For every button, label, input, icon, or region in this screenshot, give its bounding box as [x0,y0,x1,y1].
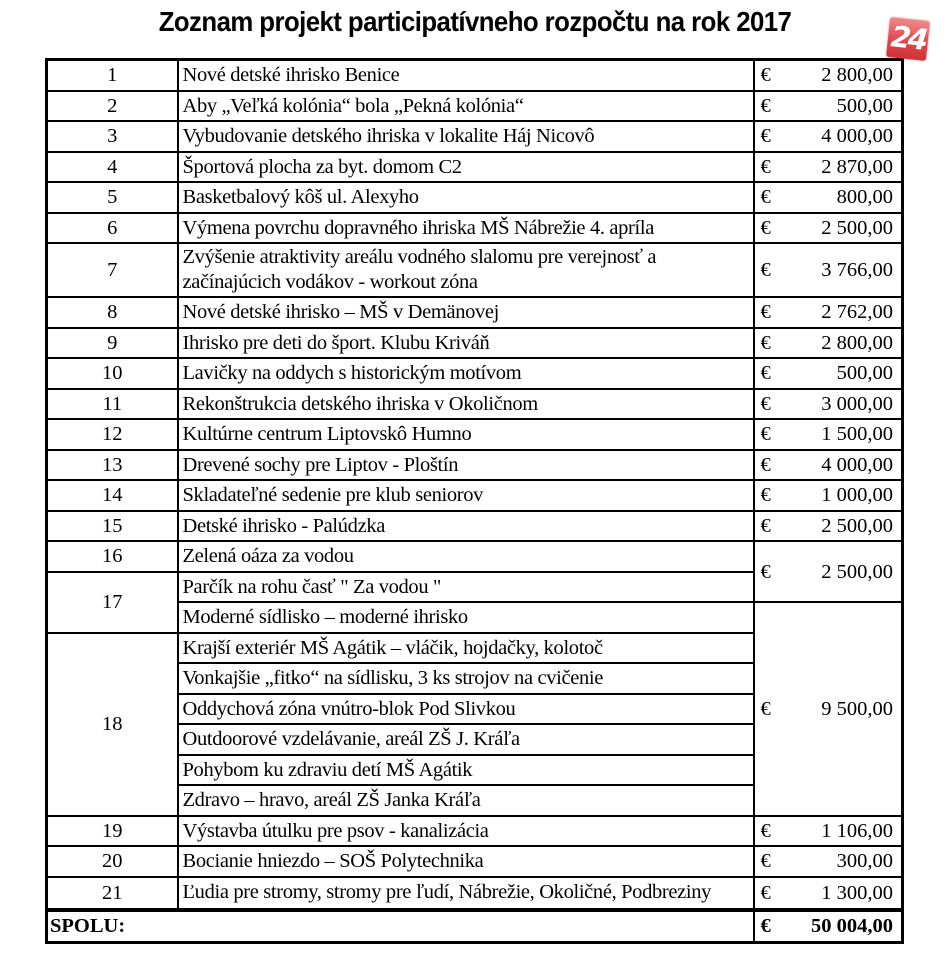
total-row [47,910,903,942]
euro-symbol: € [760,362,771,385]
project-description: Vybudovanie detského ihriska v lokalite Háj Nicovô [178,121,754,152]
euro-symbol: € [760,453,771,476]
table-row [47,846,903,877]
amount-value: 500,00 [836,94,893,117]
project-number: 18 [47,633,178,816]
project-description: Športová plocha za byt. domom C2 [178,152,754,183]
amount-value: 1 000,00 [821,484,893,507]
euro-symbol: € [760,560,771,583]
project-number: 3 [47,121,178,152]
project-amount [754,182,903,213]
news-24-logo-icon: 24 [886,17,930,61]
project-description: Detské ihrisko - Palúdzka [178,511,754,542]
amount-value: 1 300,00 [821,881,893,904]
table-row [47,816,903,847]
amount-value: 4 000,00 [821,453,893,476]
euro-symbol: € [760,64,771,87]
amount-value: 2 500,00 [821,216,893,239]
project-description: Ľudia pre stromy, stromy pre ľudí, Nábrežie, Okoličné, Podbreziny [178,877,754,911]
project-amount [754,91,903,122]
euro-symbol: € [760,94,771,117]
project-description: Vonkajšie „fitko“ na sídlisku, 3 ks strojov na cvičenie [178,663,754,694]
project-number: 2 [47,91,178,122]
table-row [47,480,903,511]
project-description: Zelená oáza za vodou [178,541,754,572]
euro-symbol: € [760,186,771,209]
project-amount [754,480,903,511]
project-description: Lavičky na oddych s historickým motívom [178,358,754,389]
euro-symbol: € [760,915,771,938]
table-row [47,91,903,122]
project-number: 19 [47,816,178,847]
amount-value: 300,00 [836,850,893,873]
table-row [47,328,903,359]
amount-value: 2 762,00 [821,301,893,324]
total-amount [754,910,903,942]
project-description: Moderné sídlisko – moderné ihrisko [178,602,754,633]
table-row [47,358,903,389]
project-description: Basketbalový kôš ul. Alexyho [178,182,754,213]
project-description: Skladateľné sedenie pre klub seniorov [178,480,754,511]
project-description: Rekonštrukcia detského ihriska v Okoličnom [178,389,754,420]
total-value: 50 004,00 [811,915,893,938]
euro-symbol: € [760,155,771,178]
euro-symbol: € [760,331,771,354]
euro-symbol: € [760,259,771,281]
amount-value: 500,00 [836,362,893,385]
project-amount [754,328,903,359]
table-row [47,450,903,481]
amount-value: 2 500,00 [821,514,893,537]
project-amount [754,152,903,183]
euro-symbol: € [760,301,771,324]
table-row [47,877,903,911]
amount-value: 800,00 [836,186,893,209]
euro-symbol: € [760,484,771,507]
project-description: Drevené sochy pre Liptov - Ploštín [178,450,754,481]
project-number: 11 [47,389,178,420]
project-amount [754,419,903,450]
euro-symbol: € [760,850,771,873]
project-number: 1 [47,60,178,91]
project-description: Nové detské ihrisko Benice [178,60,754,91]
project-number: 17 [47,572,178,633]
project-number: 13 [47,450,178,481]
project-amount [754,297,903,328]
amount-value: 4 000,00 [821,125,893,148]
project-number: 5 [47,182,178,213]
table-row [47,243,903,297]
euro-symbol: € [760,216,771,239]
project-number: 4 [47,152,178,183]
project-amount [754,389,903,420]
project-number: 9 [47,328,178,359]
page-title: Zoznam projekt participatívneho rozpočtu na rok 2017 [158,6,792,37]
project-description: Kultúrne centrum Liptovskô Humno [178,419,754,450]
euro-symbol: € [760,819,771,842]
project-number: 8 [47,297,178,328]
project-amount [754,121,903,152]
project-amount [754,213,903,244]
project-description: Bocianie hniezdo – SOŠ Polytechnika [178,846,754,877]
project-number: 20 [47,846,178,877]
project-number: 21 [47,877,178,911]
amount-value: 3 766,00 [821,259,893,281]
project-number: 6 [47,213,178,244]
amount-value: 2 800,00 [821,331,893,354]
amount-value: 2 500,00 [821,560,893,583]
amount-value: 1 106,00 [821,819,893,842]
project-description: Zdravo – hravo, areál ZŠ Janka Kráľa [178,785,754,816]
table-row [47,60,903,91]
project-description: Krajší exteriér MŠ Agátik – vláčik, hojdačky, kolotoč [178,633,754,664]
project-description: Oddychová zóna vnútro-blok Pod Slivkou [178,694,754,725]
euro-symbol: € [760,514,771,537]
euro-symbol: € [760,392,771,415]
project-description: Výmena povrchu dopravného ihriska MŠ Nábrežie 4. apríla [178,213,754,244]
project-description: Zvýšenie atraktivity areálu vodného slalomu pre verejnosť a začínajúcich vodákov - workout zóna [178,243,754,297]
project-description: Parčík na rohu časť " Za vodou " [178,572,754,603]
project-amount [754,602,903,816]
amount-value: 9 500,00 [821,697,893,720]
table-row [47,541,903,572]
table-row [47,182,903,213]
project-amount [754,816,903,847]
project-description: Ihrisko pre deti do šport. Klubu Kriváň [178,328,754,359]
budget-table [45,58,904,944]
project-number: 16 [47,541,178,572]
project-description: Pohybom ku zdraviu detí MŠ Agátik [178,755,754,786]
euro-symbol: € [760,423,771,446]
project-description: Nové detské ihrisko – MŠ v Demänovej [178,297,754,328]
amount-value: 1 500,00 [821,423,893,446]
euro-symbol: € [760,881,771,904]
euro-symbol: € [760,697,771,720]
table-row [47,389,903,420]
project-amount [754,243,903,297]
project-amount [754,450,903,481]
table-row [47,121,903,152]
table-row [47,213,903,244]
project-description: Outdoorové vzdelávanie, areál ZŠ J. Kráľa [178,724,754,755]
amount-value: 2 800,00 [821,64,893,87]
project-amount [754,541,903,602]
project-number: 7 [47,243,178,297]
project-amount [754,358,903,389]
project-amount [754,846,903,877]
project-description: Výstavba útulku pre psov - kanalizácia [178,816,754,847]
project-number: 15 [47,511,178,542]
amount-value: 2 870,00 [821,155,893,178]
project-number: 14 [47,480,178,511]
project-amount [754,877,903,911]
table-row [47,297,903,328]
table-row [47,511,903,542]
project-description: Aby „Veľká kolónia“ bola „Pekná kolónia“ [178,91,754,122]
total-label: SPOLU: [47,910,754,942]
table-row [47,419,903,450]
project-number: 12 [47,419,178,450]
project-number: 10 [47,358,178,389]
table-row [47,152,903,183]
project-amount [754,60,903,91]
project-amount [754,511,903,542]
euro-symbol: € [760,125,771,148]
amount-value: 3 000,00 [821,392,893,415]
